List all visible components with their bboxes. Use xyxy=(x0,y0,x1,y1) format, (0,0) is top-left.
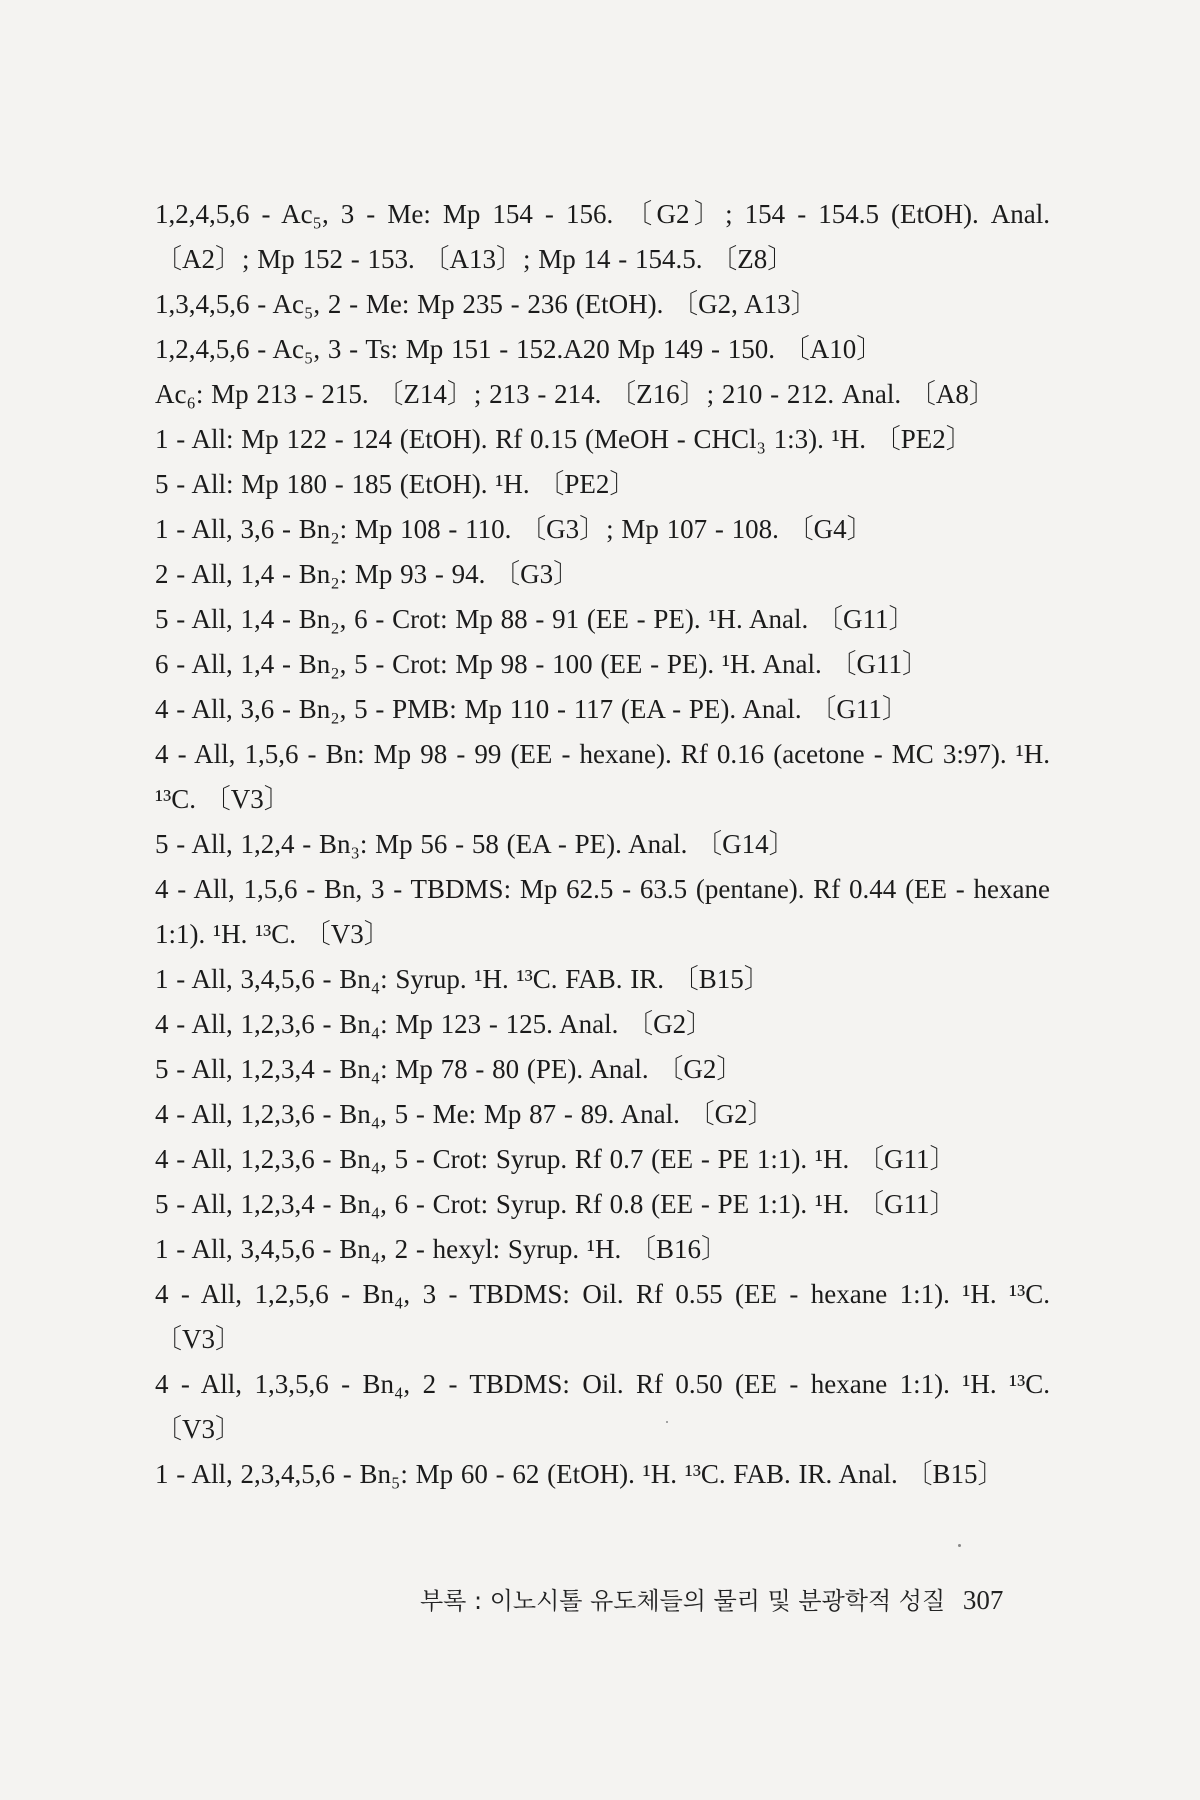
compound-entry: 4 - All, 1,2,5,6 - Bn₄, 3 - TBDMS: Oil. Rf 0.55 (EE - hexane 1:1). ¹H. ¹³C. 〔V3〕 xyxy=(155,1279,1050,1354)
compound-entry: 5 - All, 1,2,4 - Bn₃: Mp 56 - 58 (EA - PE). Anal. 〔G14〕 xyxy=(155,829,796,859)
compound-entry: 5 - All: Mp 180 - 185 (EtOH). ¹H. 〔PE2〕 xyxy=(155,469,637,499)
compound-entry: 4 - All, 1,2,3,6 - Bn₄: Mp 123 - 125. Anal. 〔G2〕 xyxy=(155,1009,714,1039)
compound-entry: 4 - All, 1,2,3,6 - Bn₄, 5 - Crot: Syrup. Rf 0.7 (EE - PE 1:1). ¹H. 〔G11〕 xyxy=(155,1144,957,1174)
compound-entry: 4 - All, 1,3,5,6 - Bn₄, 2 - TBDMS: Oil. Rf 0.50 (EE - hexane 1:1). ¹H. ¹³C. 〔V3〕 xyxy=(155,1369,1050,1444)
compound-entry: 4 - All, 1,2,3,6 - Bn₄, 5 - Me: Mp 87 - 89. Anal. 〔G2〕 xyxy=(155,1099,775,1129)
compound-entry: 1 - All, 3,4,5,6 - Bn₄, 2 - hexyl: Syrup. ¹H. 〔B16〕 xyxy=(155,1234,729,1264)
compound-entry: 2 - All, 1,4 - Bn₂: Mp 93 - 94. 〔G3〕 xyxy=(155,559,581,589)
compound-entry: 1 - All, 3,6 - Bn₂: Mp 108 - 110. 〔G3〕; Mp 107 - 108. 〔G4〕 xyxy=(155,514,874,544)
scan-speck xyxy=(958,1544,961,1547)
compound-entry: 6 - All, 1,4 - Bn₂, 5 - Crot: Mp 98 - 100 (EE - PE). ¹H. Anal. 〔G11〕 xyxy=(155,649,929,679)
compound-entry-list xyxy=(155,192,1050,1497)
compound-entry: 1 - All: Mp 122 - 124 (EtOH). Rf 0.15 (MeOH - CHCl₃ 1:3). ¹H. 〔PE2〕 xyxy=(155,424,973,454)
page-footer xyxy=(420,1583,1030,1618)
compound-entry: 4 - All, 1,5,6 - Bn, 3 - TBDMS: Mp 62.5 - 63.5 (pentane). Rf 0.44 (EE - hexane 1:1). ¹H. ¹³C. 〔V3〕 xyxy=(155,874,1050,949)
page-number: 307 xyxy=(962,1585,1004,1615)
compound-entry: 5 - All, 1,2,3,4 - Bn₄, 6 - Crot: Syrup. Rf 0.8 (EE - PE 1:1). ¹H. 〔G11〕 xyxy=(155,1189,957,1219)
compound-entry: 1,2,4,5,6 - Ac₅, 3 - Me: Mp 154 - 156. 〔G2〕; 154 - 154.5 (EtOH). Anal. 〔A2〕; Mp 152 - 153. 〔A13〕; Mp 14 - 154.5. 〔Z8〕 xyxy=(155,199,1050,274)
compound-entry: 5 - All, 1,2,3,4 - Bn₄: Mp 78 - 80 (PE). Anal. 〔G2〕 xyxy=(155,1054,744,1084)
compound-entry: Ac₆: Mp 213 - 215. 〔Z14〕; 213 - 214. 〔Z16〕; 210 - 212. Anal. 〔A8〕 xyxy=(155,379,996,409)
compound-entry: 1,2,4,5,6 - Ac₅, 3 - Ts: Mp 151 - 152.A20 Mp 149 - 150. 〔A10〕 xyxy=(155,334,884,364)
compound-entry: 1 - All, 2,3,4,5,6 - Bn₅: Mp 60 - 62 (EtOH). ¹H. ¹³C. FAB. IR. Anal. 〔B15〕 xyxy=(155,1459,1005,1489)
compound-entry: 4 - All, 1,5,6 - Bn: Mp 98 - 99 (EE - hexane). Rf 0.16 (acetone - MC 3:97). ¹H. ¹³C. 〔V3〕 xyxy=(155,739,1050,814)
compound-entry: 4 - All, 3,6 - Bn₂, 5 - PMB: Mp 110 - 117 (EA - PE). Anal. 〔G11〕 xyxy=(155,694,909,724)
compound-entry: 5 - All, 1,4 - Bn₂, 6 - Crot: Mp 88 - 91 (EE - PE). ¹H. Anal. 〔G11〕 xyxy=(155,604,916,634)
running-title: 부록 : 이노시톨 유도체들의 물리 및 분광학적 성질 xyxy=(420,1587,946,1615)
scan-speck xyxy=(666,1421,668,1423)
compound-entry: 1 - All, 3,4,5,6 - Bn₄: Syrup. ¹H. ¹³C. FAB. IR. 〔B15〕 xyxy=(155,964,771,994)
compound-entry: 1,3,4,5,6 - Ac₅, 2 - Me: Mp 235 - 236 (EtOH). 〔G2, A13〕 xyxy=(155,289,818,319)
